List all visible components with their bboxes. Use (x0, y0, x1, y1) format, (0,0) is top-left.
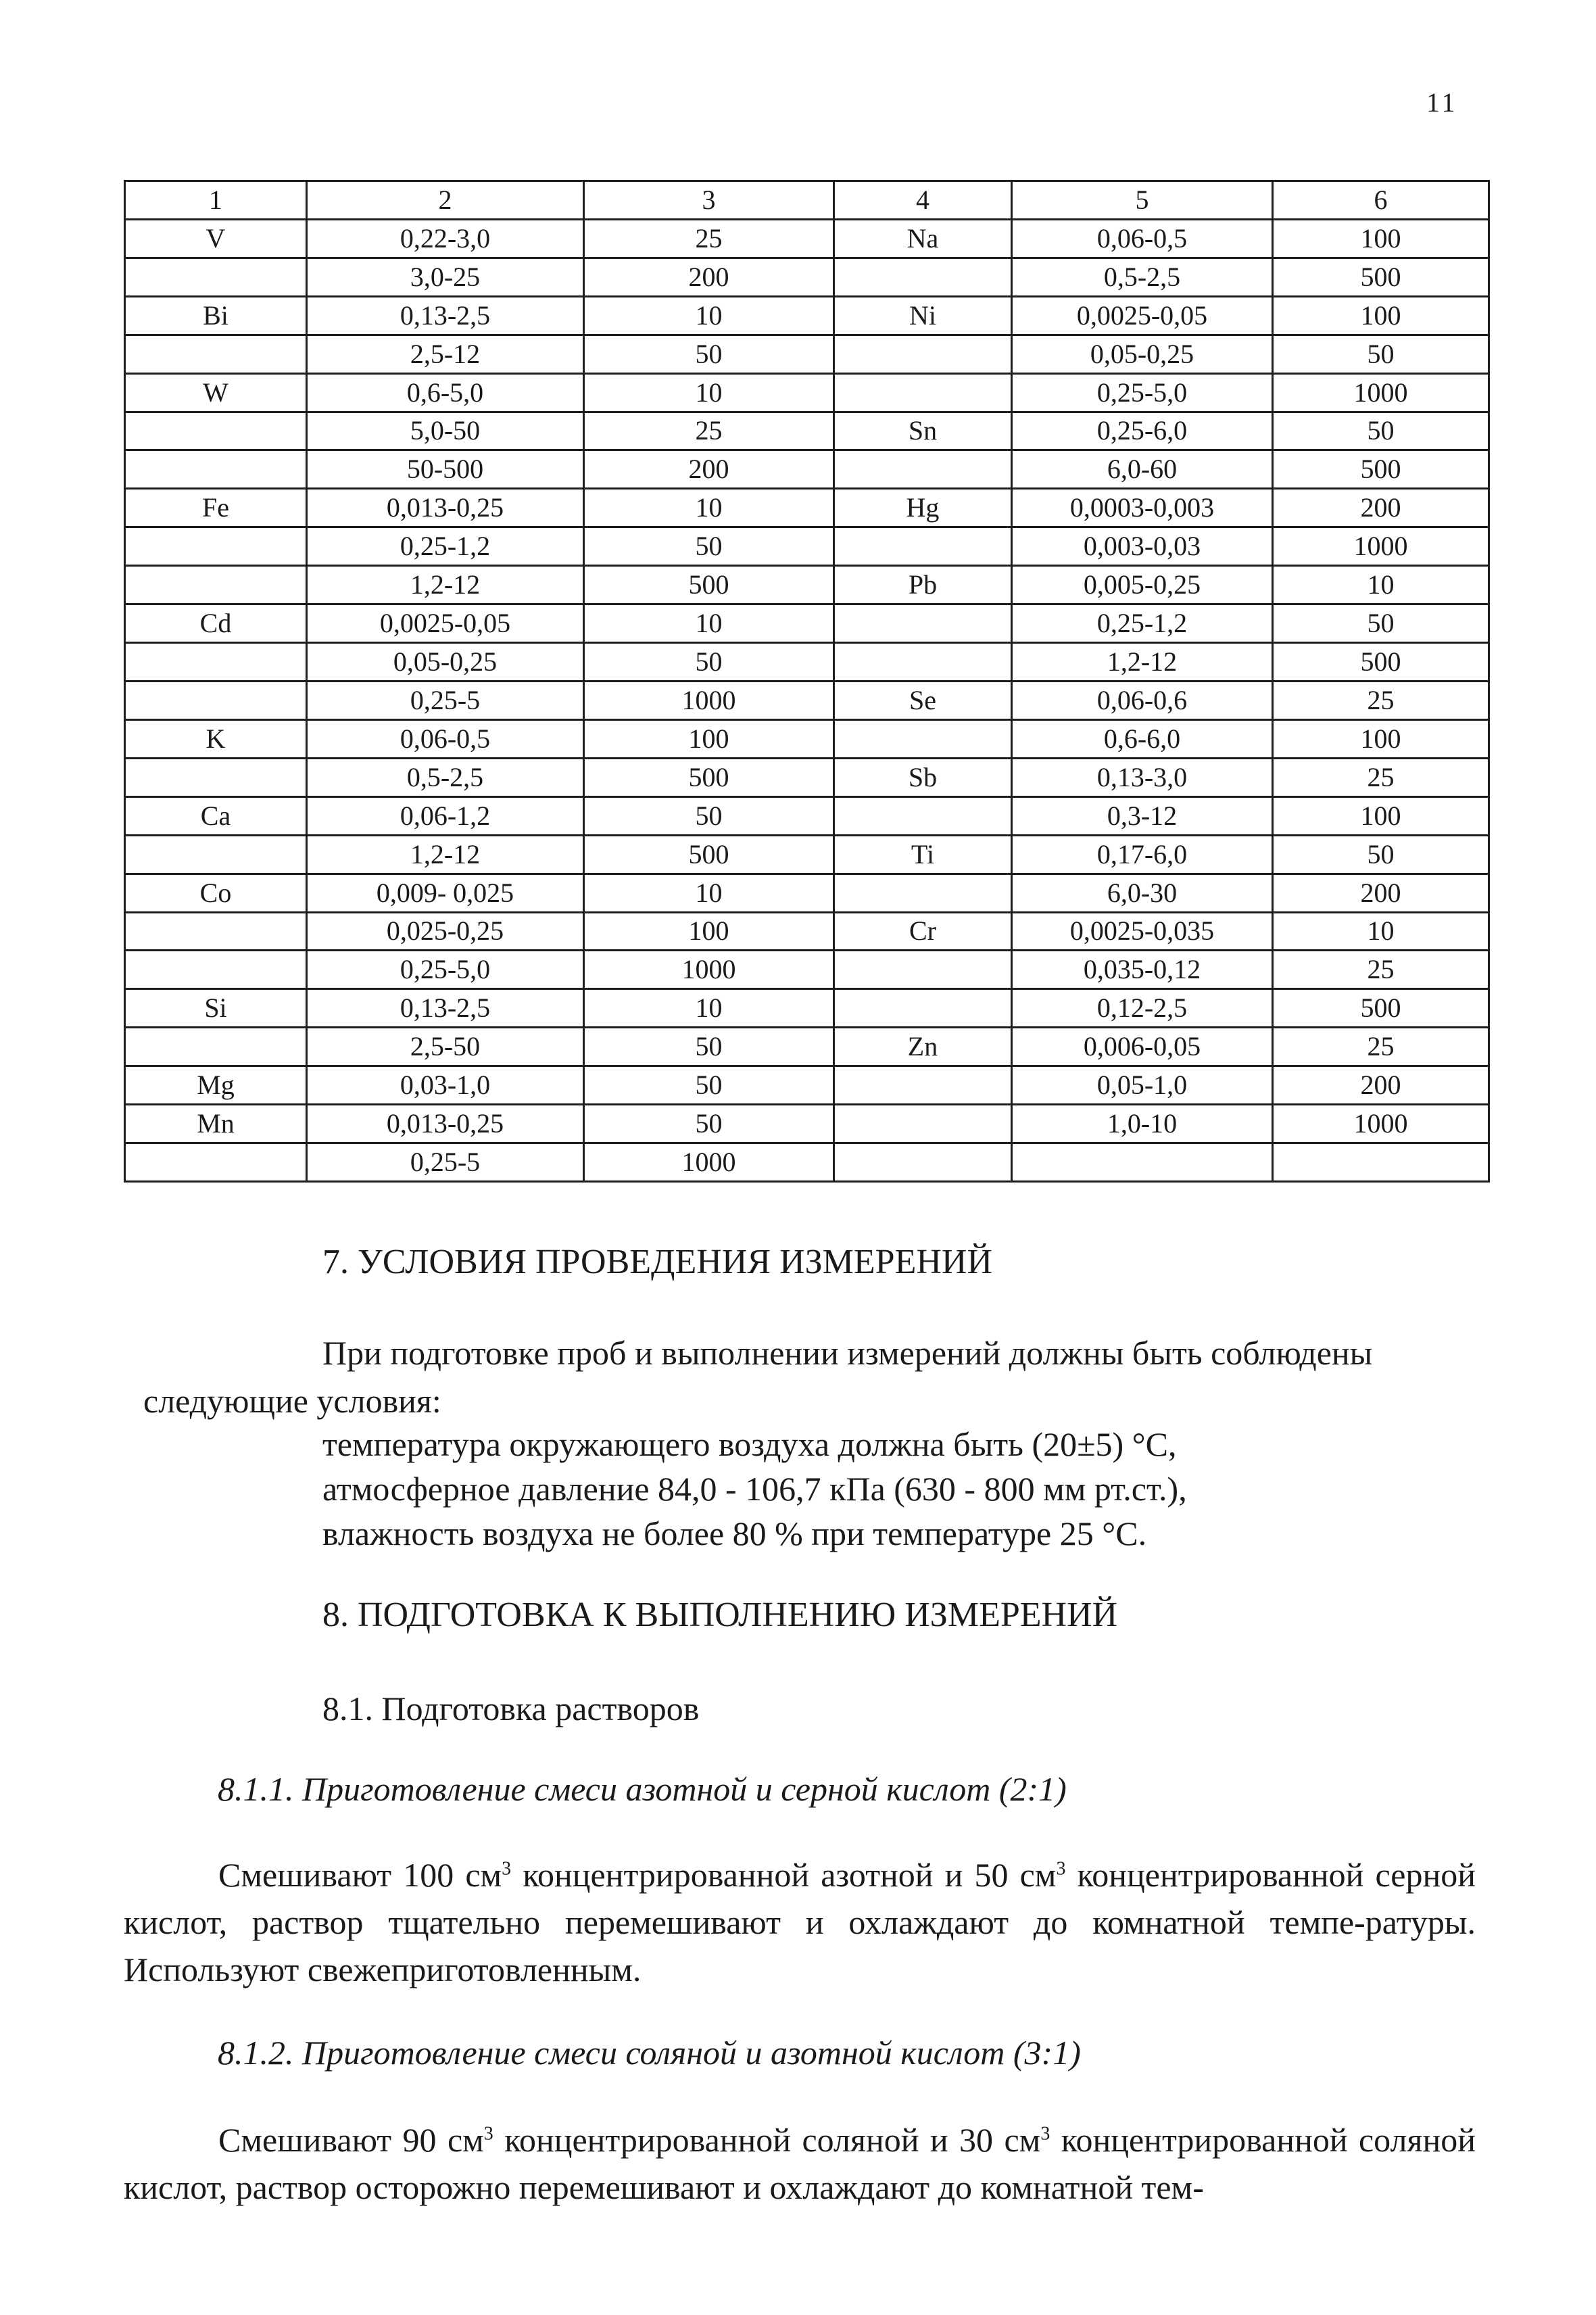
table-cell-col-1 (125, 758, 307, 796)
table-cell-col-1: V (125, 219, 307, 258)
table-cell-col-5: 0,25-1,2 (1012, 604, 1273, 643)
table-row (125, 874, 1489, 912)
concentration-table (124, 180, 1490, 1183)
table-cell-col-1 (125, 335, 307, 373)
condition-temperature: температура окружающего воздуха должна быть (20±5) °С, (322, 1425, 1177, 1463)
table-cell-col-2: 0,0025-0,05 (307, 604, 584, 643)
table-cell-col-5: 1,2-12 (1012, 643, 1273, 682)
table-cell-col-6: 50 (1273, 412, 1489, 450)
table-cell-col-4: Zn (834, 1028, 1012, 1066)
table-cell-col-2: 2,5-12 (307, 335, 584, 373)
table-cell-col-4: Sb (834, 758, 1012, 796)
table-cell-col-3: 50 (584, 1028, 834, 1066)
table-cell-col-2: 1,2-12 (307, 835, 584, 874)
table-cell-col-4: Cr (834, 912, 1012, 951)
para-811-b: концентрированной азотной и 50 см (511, 1856, 1057, 1894)
table-cell-col-5: 0,17-6,0 (1012, 835, 1273, 874)
table-row (125, 335, 1489, 373)
table-cell-col-4 (834, 373, 1012, 412)
para-811-c: концентрированной серной кислот, раствор тщательно перемешивают и охлаждают до комнатной темпе-ратуры. Используют свежеприготовленным. (124, 1856, 1476, 1988)
table-cell-col-1: Mg (125, 1066, 307, 1105)
para-811-a: Смешивают 100 см (218, 1856, 502, 1894)
table-cell-col-1 (125, 1143, 307, 1182)
table-cell-col-6: 25 (1273, 1028, 1489, 1066)
table-cell-col-6: 200 (1273, 489, 1489, 527)
table-cell-col-2: 0,06-1,2 (307, 796, 584, 835)
table-row (125, 566, 1489, 604)
table-cell-col-3: 25 (584, 412, 834, 450)
table-cell-col-6: 10 (1273, 912, 1489, 951)
table-cell-col-2: 2,5-50 (307, 1028, 584, 1066)
table-cell-col-3: 10 (584, 489, 834, 527)
table-cell-col-2: 0,009- 0,025 (307, 874, 584, 912)
table-cell-col-2: 0,25-5 (307, 681, 584, 719)
para-812-sup1: 3 (483, 2123, 493, 2145)
table-cell-col-3: 200 (584, 258, 834, 296)
table-row (125, 796, 1489, 835)
table-cell-col-2: 0,6-5,0 (307, 373, 584, 412)
table-row (125, 951, 1489, 989)
table-cell-col-6: 1000 (1273, 527, 1489, 566)
table-cell-col-6: 500 (1273, 450, 1489, 489)
table-cell-col-5 (1012, 1143, 1273, 1182)
table-cell-col-5: 0,006-0,05 (1012, 1028, 1273, 1066)
table-cell-col-6: 500 (1273, 643, 1489, 682)
table-cell-col-4 (834, 643, 1012, 682)
table-header-row (125, 181, 1489, 220)
table-cell-col-1 (125, 1028, 307, 1066)
table-row (125, 489, 1489, 527)
table-cell-col-1: Fe (125, 489, 307, 527)
subsection-8-1-1-title: 8.1.1. Приготовление смеси азотной и серной кислот (2:1) (218, 1770, 1067, 1808)
table-cell-col-2: 0,03-1,0 (307, 1066, 584, 1105)
table-body (125, 181, 1489, 1182)
table-cell-col-2: 0,13-2,5 (307, 989, 584, 1028)
table-cell-col-3: 10 (584, 373, 834, 412)
table-row (125, 681, 1489, 719)
table-cell-col-2: 0,5-2,5 (307, 758, 584, 796)
table-cell-col-1 (125, 681, 307, 719)
table-row (125, 1105, 1489, 1143)
table-cell-col-4 (834, 1066, 1012, 1105)
table-cell-col-4 (834, 989, 1012, 1028)
table-cell-col-6: 100 (1273, 219, 1489, 258)
table-row (125, 219, 1489, 258)
table-cell-col-3: 50 (584, 1105, 834, 1143)
table-row (125, 1028, 1489, 1066)
conditions-list (322, 1422, 1187, 1556)
table-cell-col-4: Pb (834, 566, 1012, 604)
table-cell-col-2: 0,05-0,25 (307, 643, 584, 682)
table-cell-col-1 (125, 951, 307, 989)
table-cell-col-6: 1000 (1273, 373, 1489, 412)
subsection-8-1-2-title: 8.1.2. Приготовление смеси соляной и азотной кислот (3:1) (218, 2034, 1081, 2072)
table-row (125, 719, 1489, 758)
table-cell-col-3: 50 (584, 796, 834, 835)
table-cell-col-5: 0,003-0,03 (1012, 527, 1273, 566)
table-cell-col-1: Si (125, 989, 307, 1028)
table-cell-col-2: 50-500 (307, 450, 584, 489)
table-cell-col-5: 0,0025-0,05 (1012, 296, 1273, 335)
table-cell-col-6: 1000 (1273, 1105, 1489, 1143)
table-cell-col-2: 5,0-50 (307, 412, 584, 450)
condition-humidity: влажность воздуха не более 80 % при температуре 25 °С. (322, 1514, 1147, 1552)
table-cell-col-1: Co (125, 874, 307, 912)
table-cell-col-5: 0,005-0,25 (1012, 566, 1273, 604)
table-row (125, 989, 1489, 1028)
table-cell-col-6: 500 (1273, 989, 1489, 1028)
table-cell-col-4 (834, 604, 1012, 643)
table-cell-col-1: W (125, 373, 307, 412)
para-812-sup2: 3 (1040, 2123, 1050, 2145)
table-cell-col-5: 0,05-1,0 (1012, 1066, 1273, 1105)
table-cell-col-3: 100 (584, 912, 834, 951)
table-cell-col-6: 100 (1273, 796, 1489, 835)
table-cell-col-4 (834, 719, 1012, 758)
table-cell-col-4 (834, 258, 1012, 296)
table-cell-col-2: 0,06-0,5 (307, 719, 584, 758)
table-cell-col-4 (834, 951, 1012, 989)
table-cell-col-2: 0,25-5 (307, 1143, 584, 1182)
table-cell-col-5: 0,3-12 (1012, 796, 1273, 835)
table-cell-col-2: 0,013-0,25 (307, 489, 584, 527)
table-cell-col-4: Ti (834, 835, 1012, 874)
table-cell-col-2: 0,13-2,5 (307, 296, 584, 335)
table-row (125, 296, 1489, 335)
table-cell-col-5: 6,0-60 (1012, 450, 1273, 489)
table-cell-col-5: 0,0025-0,035 (1012, 912, 1273, 951)
table-row (125, 1066, 1489, 1105)
condition-pressure: атмосферное давление 84,0 - 106,7 кПа (630 - 800 мм рт.ст.), (322, 1470, 1187, 1508)
table-cell-col-6: 100 (1273, 296, 1489, 335)
paragraph-8-1-1 (124, 1851, 1476, 1993)
table-cell-col-1: Cd (125, 604, 307, 643)
table-row (125, 1143, 1489, 1182)
table-cell-col-2: 0,025-0,25 (307, 912, 584, 951)
table-cell-col-3: 1000 (584, 681, 834, 719)
table-cell-col-6: 50 (1273, 604, 1489, 643)
table-cell-col-5: 1,0-10 (1012, 1105, 1273, 1143)
intro-line-2: следующие условия: (143, 1382, 441, 1420)
table-cell-col-2: 0,25-1,2 (307, 527, 584, 566)
table-cell-col-4 (834, 1105, 1012, 1143)
section-7-intro (143, 1329, 1472, 1425)
table-cell-col-3: 1000 (584, 951, 834, 989)
table-cell-col-6: 25 (1273, 951, 1489, 989)
subsection-8-1-title: 8.1. Подготовка растворов (322, 1690, 700, 1727)
table-cell-col-5: 0,06-0,6 (1012, 681, 1273, 719)
section-8-title: 8. ПОДГОТОВКА К ВЫПОЛНЕНИЮ ИЗМЕРЕНИЙ (322, 1596, 1118, 1634)
para-812-c: концентрированной соляной кислот, раствор осторожно перемешивают и охлаждают до комнатной тем- (124, 2121, 1476, 2206)
table-cell-col-6: 500 (1273, 258, 1489, 296)
table-cell-col-3: 10 (584, 604, 834, 643)
table-row (125, 527, 1489, 566)
table-cell-col-4 (834, 796, 1012, 835)
table-cell-col-1: Bi (125, 296, 307, 335)
table-cell-col-5: 0,05-0,25 (1012, 335, 1273, 373)
table-cell-col-5: 0,12-2,5 (1012, 989, 1273, 1028)
table-cell-col-4 (834, 874, 1012, 912)
table-cell-col-4: Sn (834, 412, 1012, 450)
table-cell-col-1: K (125, 719, 307, 758)
header-cell-col-5: 5 (1012, 181, 1273, 220)
table-cell-col-3: 50 (584, 1066, 834, 1105)
table-cell-col-6: 10 (1273, 566, 1489, 604)
para-812-a: Смешивают 90 см (218, 2121, 484, 2159)
header-cell-col-6: 6 (1273, 181, 1489, 220)
table-cell-col-4: Se (834, 681, 1012, 719)
table-cell-col-2: 0,013-0,25 (307, 1105, 584, 1143)
table-cell-col-4: Hg (834, 489, 1012, 527)
table-cell-col-2: 1,2-12 (307, 566, 584, 604)
table-cell-col-1 (125, 566, 307, 604)
table-cell-col-3: 25 (584, 219, 834, 258)
table-cell-col-4: Na (834, 219, 1012, 258)
para-811-sup2: 3 (1056, 1858, 1066, 1880)
table-cell-col-3: 10 (584, 989, 834, 1028)
table-cell-col-6: 25 (1273, 681, 1489, 719)
table-cell-col-3: 500 (584, 758, 834, 796)
table-cell-col-3: 10 (584, 874, 834, 912)
table-cell-col-1 (125, 643, 307, 682)
table-cell-col-5: 6,0-30 (1012, 874, 1273, 912)
table-cell-col-6: 200 (1273, 874, 1489, 912)
page-number: 11 (1426, 87, 1458, 118)
header-cell-col-3: 3 (584, 181, 834, 220)
table-cell-col-1 (125, 412, 307, 450)
table-cell-col-5: 0,035-0,12 (1012, 951, 1273, 989)
table-row (125, 912, 1489, 951)
table-cell-col-3: 100 (584, 719, 834, 758)
table-cell-col-2: 3,0-25 (307, 258, 584, 296)
paragraph-8-1-2 (124, 2116, 1476, 2211)
para-812-b: концентрированной соляной и 30 см (493, 2121, 1041, 2159)
table-cell-col-5: 0,13-3,0 (1012, 758, 1273, 796)
table-cell-col-4 (834, 335, 1012, 373)
table-cell-col-5: 0,25-6,0 (1012, 412, 1273, 450)
table-cell-col-2: 0,22-3,0 (307, 219, 584, 258)
table-cell-col-3: 50 (584, 527, 834, 566)
table-row (125, 258, 1489, 296)
table-cell-col-4 (834, 450, 1012, 489)
table-cell-col-6 (1273, 1143, 1489, 1182)
section-7-title: 7. УСЛОВИЯ ПРОВЕДЕНИЯ ИЗМЕРЕНИЙ (322, 1243, 993, 1281)
table-cell-col-5: 0,6-6,0 (1012, 719, 1273, 758)
table-cell-col-3: 500 (584, 566, 834, 604)
table-cell-col-1 (125, 912, 307, 951)
table-row (125, 412, 1489, 450)
table-cell-col-6: 200 (1273, 1066, 1489, 1105)
table-cell-col-4: Ni (834, 296, 1012, 335)
header-cell-col-1: 1 (125, 181, 307, 220)
table-cell-col-1: Mn (125, 1105, 307, 1143)
table-cell-col-1 (125, 258, 307, 296)
table-cell-col-3: 1000 (584, 1143, 834, 1182)
table-row (125, 643, 1489, 682)
table-row (125, 450, 1489, 489)
table-row (125, 835, 1489, 874)
table-cell-col-5: 0,5-2,5 (1012, 258, 1273, 296)
table-cell-col-1 (125, 450, 307, 489)
intro-line-1: При подготовке проб и выполнении измерений должны быть соблюдены (322, 1334, 1373, 1372)
table-cell-col-3: 500 (584, 835, 834, 874)
table-cell-col-5: 0,0003-0,003 (1012, 489, 1273, 527)
table-row (125, 758, 1489, 796)
table-cell-col-6: 50 (1273, 335, 1489, 373)
header-cell-col-4: 4 (834, 181, 1012, 220)
table-cell-col-3: 10 (584, 296, 834, 335)
table-cell-col-1 (125, 527, 307, 566)
table-cell-col-3: 200 (584, 450, 834, 489)
para-811-sup1: 3 (502, 1858, 512, 1880)
table-row (125, 604, 1489, 643)
table-row (125, 373, 1489, 412)
header-cell-col-2: 2 (307, 181, 584, 220)
table-cell-col-3: 50 (584, 643, 834, 682)
table-cell-col-1 (125, 835, 307, 874)
table-cell-col-4 (834, 1143, 1012, 1182)
table-cell-col-2: 0,25-5,0 (307, 951, 584, 989)
table-cell-col-6: 50 (1273, 835, 1489, 874)
table-cell-col-4 (834, 527, 1012, 566)
table-cell-col-6: 100 (1273, 719, 1489, 758)
table-cell-col-6: 25 (1273, 758, 1489, 796)
table-cell-col-5: 0,06-0,5 (1012, 219, 1273, 258)
table-cell-col-3: 50 (584, 335, 834, 373)
table-cell-col-5: 0,25-5,0 (1012, 373, 1273, 412)
table-cell-col-1: Ca (125, 796, 307, 835)
